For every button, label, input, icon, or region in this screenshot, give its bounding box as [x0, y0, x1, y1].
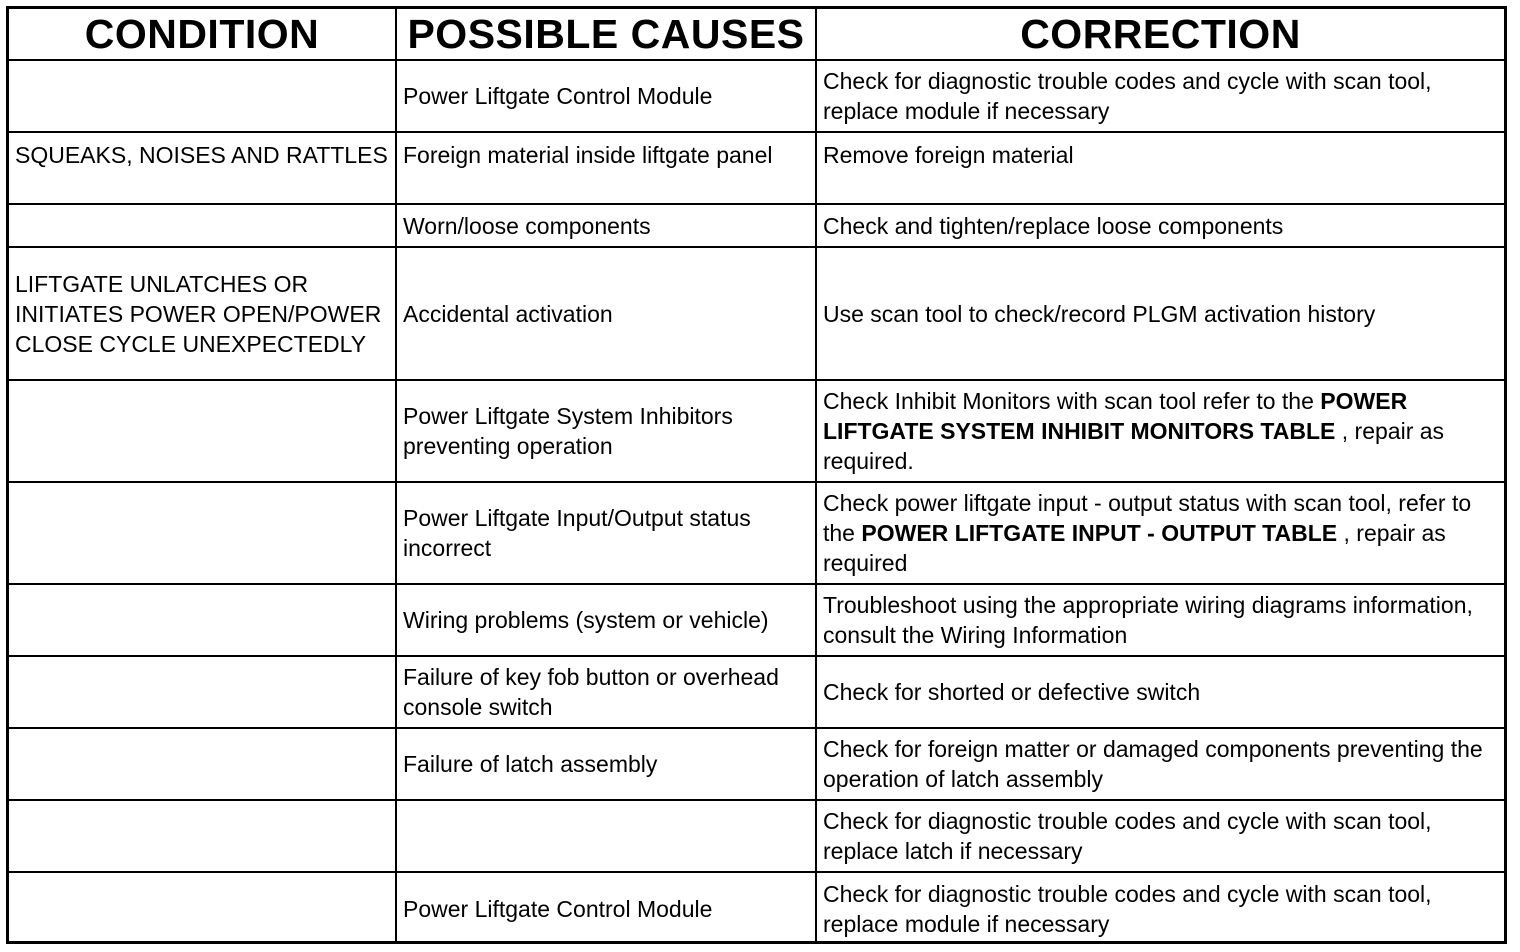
condition-cell: [9, 872, 396, 944]
cause-cell: [396, 800, 816, 872]
condition-cell: [9, 728, 396, 800]
table-row: [9, 132, 1504, 204]
table-row: [9, 872, 1504, 944]
correction-cell: [816, 482, 1504, 584]
table-row: [9, 584, 1504, 656]
cause-cell: Power Liftgate Input/Output status incorrect: [396, 482, 816, 584]
table-row: [9, 204, 1504, 247]
correction-cell: Remove foreign material: [816, 132, 1504, 204]
correction-cell: Use scan tool to check/record PLGM activation history: [816, 247, 1504, 380]
correction-cell: Check for foreign matter or damaged components preventing the operation of latch assembly: [816, 728, 1504, 800]
table-row: [9, 482, 1504, 584]
header-possible-causes: POSSIBLE CAUSES: [396, 9, 816, 60]
cause-cell: Power Liftgate Control Module: [396, 872, 816, 944]
cause-cell: Power Liftgate Control Module: [396, 60, 816, 132]
cause-cell: Failure of latch assembly: [396, 728, 816, 800]
correction-cell: Check for shorted or defective switch: [816, 656, 1504, 728]
cause-cell: Foreign material inside liftgate panel: [396, 132, 816, 204]
input-output-table-reference: POWER LIFTGATE INPUT - OUTPUT TABLE: [861, 520, 1338, 546]
correction-cell: Check for diagnostic trouble codes and cycle with scan tool, replace module if necessary: [816, 872, 1504, 944]
header-correction: CORRECTION: [816, 9, 1504, 60]
condition-cell: [9, 584, 396, 656]
condition-cell: [9, 800, 396, 872]
table-row: [9, 60, 1504, 132]
cause-cell: Wiring problems (system or vehicle): [396, 584, 816, 656]
correction-text: Check power liftgate input - output status with scan tool, refer to the: [823, 490, 1472, 546]
table-row: [9, 728, 1504, 800]
correction-text: , repair as required: [823, 520, 1446, 576]
cause-cell: Power Liftgate System Inhibitors preventing operation: [396, 380, 816, 482]
correction-text: , repair as required.: [823, 418, 1445, 474]
troubleshooting-table-sheet: [6, 6, 1507, 944]
cause-cell: Worn/loose components: [396, 204, 816, 247]
table-row: [9, 380, 1504, 482]
correction-cell: Check for diagnostic trouble codes and cycle with scan tool, replace module if necessary: [816, 60, 1504, 132]
condition-cell: [9, 204, 396, 247]
header-row: [9, 9, 1504, 60]
cause-cell: Failure of key fob button or overhead console switch: [396, 656, 816, 728]
header-condition: CONDITION: [9, 9, 396, 60]
cause-cell: Accidental activation: [396, 247, 816, 380]
table-row: [9, 656, 1504, 728]
condition-cell: LIFTGATE UNLATCHES OR INITIATES POWER OPEN/POWER CLOSE CYCLE UNEXPECTEDLY: [9, 247, 396, 380]
troubleshooting-table: [9, 9, 1504, 944]
correction-cell: Troubleshoot using the appropriate wiring diagrams information, consult the Wiring Information: [816, 584, 1504, 656]
condition-cell: [9, 482, 396, 584]
condition-cell: [9, 60, 396, 132]
inhibit-monitors-table-reference: POWER LIFTGATE SYSTEM INHIBIT MONITORS TABLE: [823, 388, 1408, 444]
correction-cell: [816, 380, 1504, 482]
correction-cell: Check for diagnostic trouble codes and cycle with scan tool, replace latch if necessary: [816, 800, 1504, 872]
table-row: [9, 247, 1504, 380]
condition-cell: [9, 380, 396, 482]
correction-text: Check Inhibit Monitors with scan tool refer to the: [823, 388, 1321, 414]
table-row: [9, 800, 1504, 872]
condition-cell: [9, 656, 396, 728]
correction-cell: Check and tighten/replace loose components: [816, 204, 1504, 247]
condition-cell: SQUEAKS, NOISES AND RATTLES: [9, 132, 396, 204]
